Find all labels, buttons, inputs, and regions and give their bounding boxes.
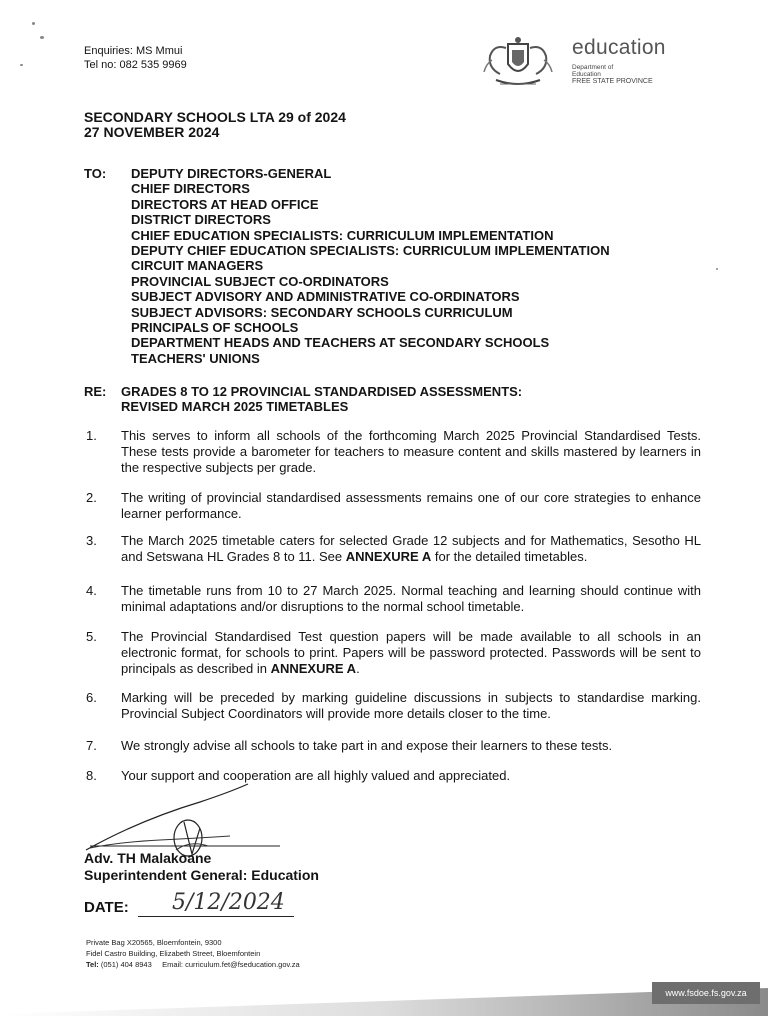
paragraph-text — [121, 629, 701, 677]
date-label: DATE: — [84, 899, 129, 916]
recipient-item: CHIEF DIRECTORS — [131, 181, 250, 197]
coat-of-arms-icon — [478, 34, 558, 90]
enquiries-contact: Enquiries: MS Mmui — [84, 45, 183, 57]
paragraph-text-part: for the detailed timetables. — [431, 549, 588, 564]
paragraph-text: The writing of provincial standardised assessments remains one of our core strategies to enhance learner performance. — [121, 490, 701, 521]
annexure-reference: ANNEXURE A — [270, 661, 357, 676]
paragraph-text: Marking will be preceded by marking guideline discussions in subjects to standardise marking. Provincial Subject Coordinators will provide more details closer to the time. — [121, 690, 701, 721]
handwritten-date: 5/12/2024 — [172, 890, 285, 915]
recipient-item: DEPUTY DIRECTORS-GENERAL — [131, 166, 332, 181]
recipient-item: DEPUTY CHIEF EDUCATION SPECIALISTS: CURRICULUM IMPLEMENTATION — [131, 243, 610, 259]
paragraph-text: The timetable runs from 10 to 27 March 2025. Normal teaching and learning should continue with minimal adaptations and/or disruptions to the normal school timetable. — [121, 583, 701, 614]
reference-block — [84, 110, 346, 140]
recipient-item: CHIEF EDUCATION SPECIALISTS: CURRICULUM IMPLEMENTATION — [131, 227, 554, 243]
paragraph-number: 6. — [86, 690, 97, 705]
signatory-title: Superintendent General: Education — [84, 867, 319, 883]
reference-date: 27 NOVEMBER 2024 — [84, 124, 220, 140]
logo-line-1: Department of — [572, 64, 614, 71]
date-line — [138, 916, 294, 917]
footer-address-line-1: Private Bag X20565, Bloemfontein, 9300 — [86, 938, 222, 947]
annexure-reference: ANNEXURE A — [345, 549, 432, 564]
subject-line-1: GRADES 8 TO 12 PROVINCIAL STANDARDISED ASSESSMENTS: — [121, 384, 523, 399]
footer-tel: (051) 404 8943 — [100, 960, 152, 969]
scan-speck — [40, 36, 44, 39]
reference-number: SECONDARY SCHOOLS LTA 29 of 2024 — [84, 109, 346, 125]
footer-address — [86, 937, 300, 970]
paragraph-text-part: . — [356, 661, 360, 676]
scan-speck — [20, 64, 23, 66]
paragraph-text: This serves to inform all schools of the forthcoming March 2025 Provincial Standardised Tests. These tests provide a barometer for teachers to measure content and skills mastered by learners in the respective subjects per grade. — [121, 428, 701, 475]
re-label: RE: — [84, 384, 107, 399]
signatory-name: Adv. TH Malakoane — [84, 850, 212, 866]
to-label: TO: — [84, 166, 107, 181]
recipient-item: PRINCIPALS OF SCHOOLS — [131, 320, 299, 336]
recipient-list — [131, 166, 610, 366]
paragraph-number: 7. — [86, 738, 97, 753]
signatory-block — [84, 850, 319, 884]
paragraph-text — [121, 533, 701, 565]
enquiries-block — [84, 44, 187, 72]
logo-line-3: FREE STATE PROVINCE — [572, 78, 653, 85]
recipient-item: DEPARTMENT HEADS AND TEACHERS AT SECONDARY SCHOOLS — [131, 335, 550, 351]
paragraph-number: 2. — [86, 490, 97, 505]
paragraph-number: 8. — [86, 768, 97, 783]
paragraph-text: Your support and cooperation are all highly valued and appreciated. — [121, 768, 511, 783]
website-link[interactable]: www.fsdoe.fs.gov.za — [652, 982, 760, 1004]
paragraph-text-part: The Provincial Standardised Test question papers will be made available to all schools in an electronic format, for schools to print. Papers will be password protected. Passwords will be sent to principals as described in — [121, 629, 701, 676]
recipient-item: PROVINCIAL SUBJECT CO-ORDINATORS — [131, 273, 389, 289]
paragraph-number: 1. — [86, 428, 97, 443]
subject-line-2: REVISED MARCH 2025 TIMETABLES — [121, 399, 349, 414]
scan-speck — [32, 22, 35, 25]
recipient-item: DISTRICT DIRECTORS — [131, 212, 271, 228]
recipient-item: CIRCUIT MANAGERS — [131, 258, 264, 274]
department-logo — [478, 34, 678, 94]
paragraph-text: We strongly advise all schools to take part in and expose their learners to these tests. — [121, 738, 613, 753]
footer-tel-label: Tel: — [86, 960, 99, 969]
footer-contact — [86, 959, 300, 970]
footer-address-line-2: Fidel Castro Building, Elizabeth Street, Bloemfontein — [86, 949, 261, 958]
recipient-item: SUBJECT ADVISORS: SECONDARY SCHOOLS CURRICULUM — [131, 304, 513, 320]
recipient-item: TEACHERS' UNIONS — [131, 350, 260, 366]
logo-line-2: Education — [572, 71, 601, 78]
footer-email: Email: curriculum.fet@fseducation.gov.za — [162, 960, 300, 969]
recipient-item: DIRECTORS AT HEAD OFFICE — [131, 196, 319, 212]
paragraph-number: 4. — [86, 583, 97, 598]
logo-wordmark: education — [572, 36, 666, 59]
enquiries-tel: Tel no: 082 535 9969 — [84, 59, 187, 71]
scan-speck — [716, 268, 718, 270]
paragraph-text-part: The March 2025 timetable caters for selected Grade 12 subjects and for Mathematics, Sesotho HL and Setswana HL Grades 8 to 11. See — [121, 533, 701, 564]
paragraph-number: 5. — [86, 629, 97, 644]
subject-line — [121, 384, 522, 414]
logo-subtitle — [572, 64, 653, 85]
paragraph-number: 3. — [86, 533, 97, 548]
recipient-item: SUBJECT ADVISORY AND ADMINISTRATIVE CO-ORDINATORS — [131, 289, 520, 305]
